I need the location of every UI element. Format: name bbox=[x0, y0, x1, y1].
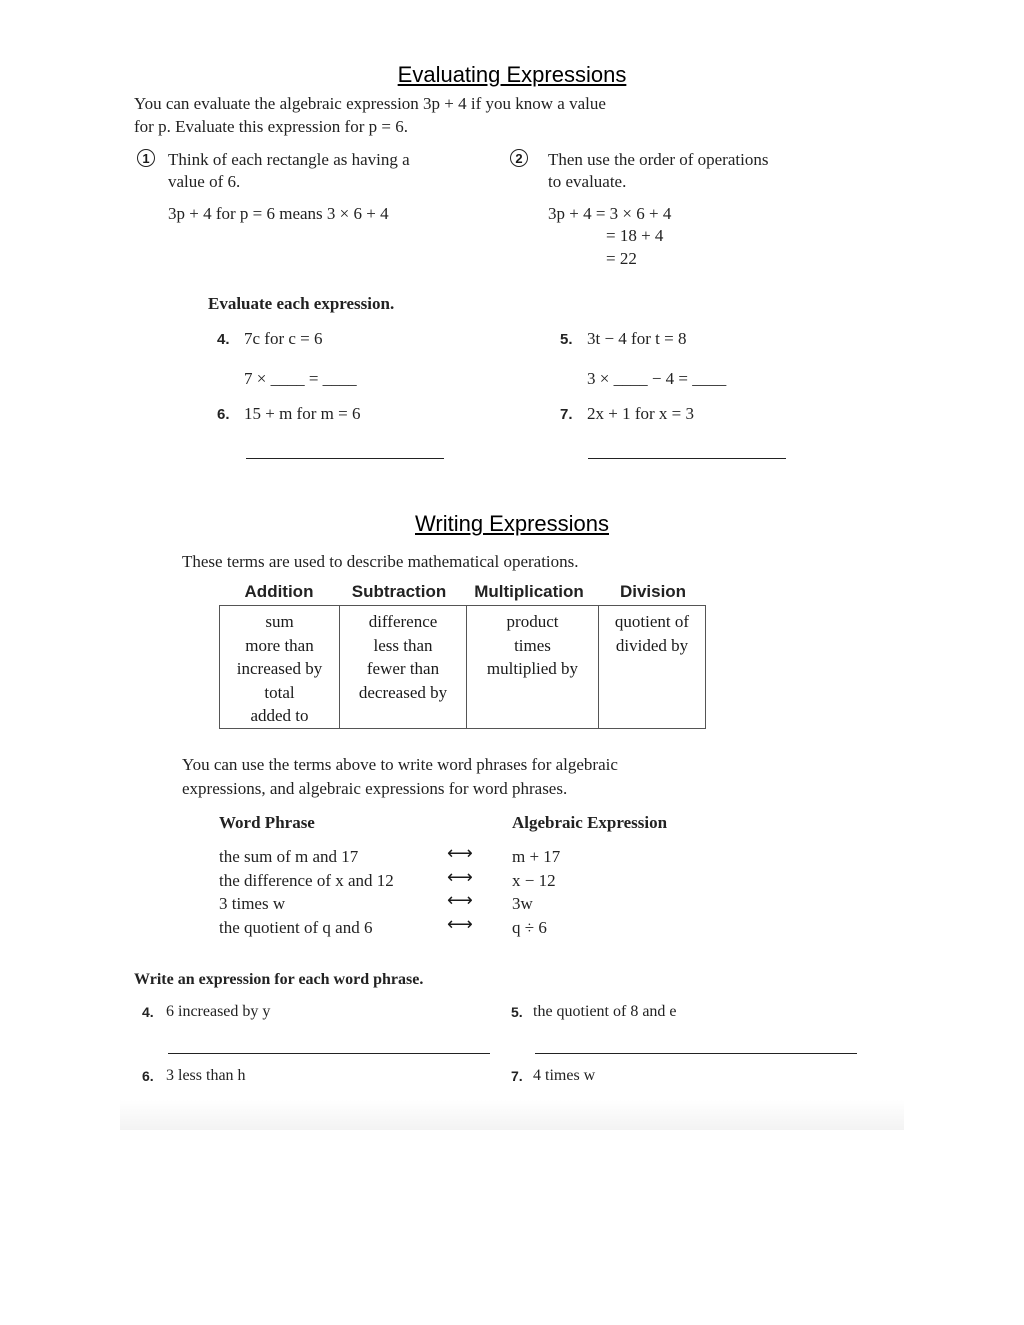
operation-terms-table bbox=[219, 605, 706, 729]
term: difference bbox=[368, 612, 438, 631]
word-phrase-header: Word Phrase bbox=[219, 813, 315, 832]
write-practice-heading: Write an expression for each word phrase. bbox=[134, 971, 424, 988]
division-terms-cell bbox=[599, 606, 706, 729]
problem-number: 4. bbox=[142, 1004, 154, 1020]
column-header-addition: Addition bbox=[244, 582, 314, 601]
double-arrow-icon: ⟷ bbox=[447, 890, 473, 911]
term: added to bbox=[250, 706, 309, 725]
answer-line[interactable] bbox=[168, 1053, 490, 1054]
double-arrow-icon: ⟷ bbox=[447, 843, 473, 864]
term: sum bbox=[265, 612, 294, 631]
problem-number: 5. bbox=[560, 331, 573, 348]
algebraic-expression: m + 17 bbox=[512, 847, 561, 866]
column-header-subtraction: Subtraction bbox=[351, 582, 447, 601]
algebraic-expression: x − 12 bbox=[512, 871, 556, 890]
problem-text: 3 less than h bbox=[166, 1067, 246, 1084]
problem-text: 4 times w bbox=[533, 1067, 596, 1084]
term: multiplied by bbox=[486, 659, 579, 678]
writing-title: Writing Expressions bbox=[415, 511, 609, 536]
scan-edge-shade bbox=[120, 1100, 904, 1130]
step-1-line-2: value of 6. bbox=[168, 172, 241, 191]
term: increased by bbox=[236, 659, 323, 678]
problem-number: 6. bbox=[217, 406, 230, 423]
problem-work: 3 × ____ − 4 = ____ bbox=[587, 369, 727, 388]
column-header-multiplication: Multiplication bbox=[474, 582, 584, 601]
double-arrow-icon: ⟷ bbox=[447, 914, 473, 935]
answer-line[interactable] bbox=[588, 458, 786, 459]
problem-text: 6 increased by y bbox=[166, 1003, 271, 1020]
problem-number: 6. bbox=[142, 1068, 154, 1084]
step-2-number-icon: 2 bbox=[510, 149, 528, 167]
problem-number: 5. bbox=[511, 1004, 523, 1020]
phrases-paragraph-line-1: You can use the terms above to write word phrases for algebraic bbox=[182, 755, 618, 774]
word-phrase: the sum of m and 17 bbox=[219, 847, 359, 866]
intro-line-2: for p. Evaluate this expression for p = 6. bbox=[134, 117, 408, 136]
double-arrow-icon: ⟷ bbox=[447, 867, 473, 888]
answer-line[interactable] bbox=[246, 458, 444, 459]
step-1-number-icon: 1 bbox=[137, 149, 155, 167]
phrases-paragraph-line-2: expressions, and algebraic expressions for word phrases. bbox=[182, 779, 568, 798]
term: decreased by bbox=[358, 682, 448, 702]
problem-number: 7. bbox=[560, 406, 573, 423]
term: quotient of bbox=[614, 612, 690, 631]
problem-text: 7c for c = 6 bbox=[244, 329, 323, 348]
problem-text: 15 + m for m = 6 bbox=[244, 404, 361, 423]
term: total bbox=[264, 682, 295, 702]
column-header-division: Division bbox=[619, 582, 687, 601]
problem-number: 4. bbox=[217, 331, 230, 348]
problem-number: 7. bbox=[511, 1068, 523, 1084]
term: times bbox=[514, 635, 551, 655]
word-phrase: the quotient of q and 6 bbox=[219, 918, 373, 937]
term: fewer than bbox=[366, 659, 440, 678]
multiplication-terms-cell bbox=[467, 606, 599, 729]
step-2-math-1: 3p + 4 = 3 × 6 + 4 bbox=[548, 204, 672, 223]
evaluating-title: Evaluating Expressions bbox=[397, 62, 627, 87]
terms-intro: These terms are used to describe mathematical operations. bbox=[182, 552, 579, 571]
evaluate-practice-heading: Evaluate each expression. bbox=[208, 294, 395, 313]
step-2-math-3: = 22 bbox=[606, 249, 637, 268]
step-2-math-2: = 18 + 4 bbox=[606, 226, 664, 245]
problem-text: the quotient of 8 and e bbox=[533, 1003, 677, 1020]
answer-line[interactable] bbox=[535, 1053, 857, 1054]
problem-text: 2x + 1 for x = 3 bbox=[587, 404, 694, 423]
problem-work: 7 × ____ = ____ bbox=[244, 369, 357, 388]
intro-line-1: You can evaluate the algebraic expression 3p + 4 if you know a value bbox=[134, 94, 606, 113]
step-2-line-1: Then use the order of operations bbox=[548, 150, 769, 169]
term: product bbox=[506, 612, 559, 631]
step-1-line-1: Think of each rectangle as having a bbox=[168, 150, 410, 169]
term: more than bbox=[245, 635, 314, 655]
step-1-math: 3p + 4 for p = 6 means 3 × 6 + 4 bbox=[168, 204, 389, 223]
word-phrase: 3 times w bbox=[219, 894, 286, 913]
addition-terms-cell bbox=[220, 606, 340, 729]
term: less than bbox=[373, 635, 433, 655]
subtraction-terms-cell bbox=[340, 606, 467, 729]
word-phrase: the difference of x and 12 bbox=[219, 871, 394, 890]
step-2-line-2: to evaluate. bbox=[548, 172, 627, 191]
algebraic-expression: 3w bbox=[512, 894, 533, 913]
algebraic-expression: q ÷ 6 bbox=[512, 918, 547, 937]
term: divided by bbox=[615, 635, 689, 655]
algebraic-expression-header: Algebraic Expression bbox=[512, 813, 668, 832]
problem-text: 3t − 4 for t = 8 bbox=[587, 329, 687, 348]
